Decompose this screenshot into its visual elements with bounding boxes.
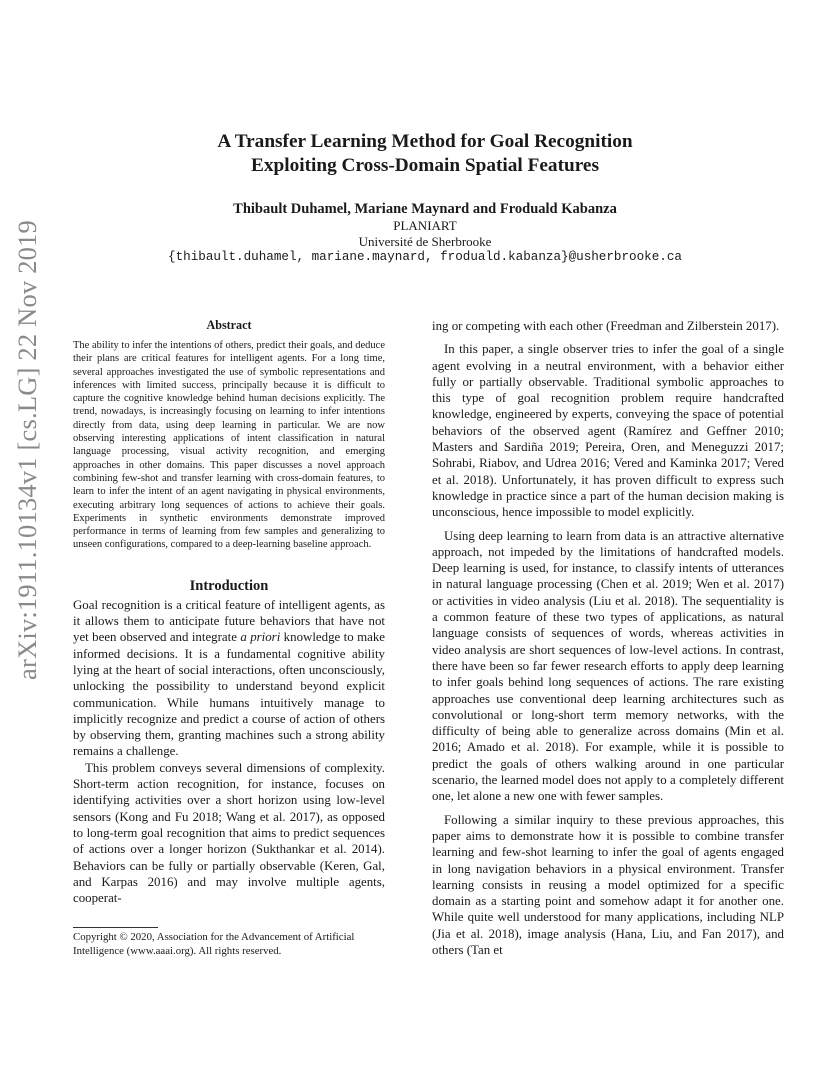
author-list: Thibault Duhamel, Mariane Maynard and Froduald Kabanza bbox=[233, 201, 617, 217]
introduction-section bbox=[73, 577, 385, 907]
italic-term: a priori bbox=[240, 630, 281, 645]
intro-paragraph-2: This problem conveys several dimensions of complexity. Short-term action recognition, for instance, focuses on identifying activities over a short horizon using low-level sensors (Kong and Fu 2018; Wang et al. 2017), as opposed to long-term goal recognition that aims to predict sequences of actions over a longer horizon (Sukthankar et al. 2014). Behaviors can be fully or partially observable (Keren, Gal, and Karpas 2016) and may involve multiple agents, cooperat- bbox=[73, 760, 385, 906]
introduction-heading: Introduction bbox=[189, 577, 269, 594]
intro-paragraph-3: In this paper, a single observer tries to infer the goal of a single agent evolving in a neutral environment, with a behavior either fully or partially observable. Traditional symbolic approaches to this type of goal recognition problem require handcrafted knowledge, engineered by experts, conveying the space of potential behaviors of the observed agent (Ramírez and Geffner 2010; Masters and Sardiña 2019; Pereira, Oren, and Meneguzzi 2017; Sohrabi, Riabov, and Udrea 2016; Vered and Kaminka 2017; Vered et al. 2018). Unfortunately, it has proven difficult to express such knowledge in practice since a part of the human decision making is unconscious, hence impossible to model explicitly. bbox=[432, 342, 784, 520]
paper-title bbox=[150, 130, 700, 178]
title-line-1: A Transfer Learning Method for Goal Recognition bbox=[217, 131, 633, 152]
copyright-footnote: Copyright © 2020, Association for the Advancement of Artificial Intelligence (www.aaai.org). All rights reserved. bbox=[73, 931, 355, 957]
abstract-section bbox=[73, 318, 385, 552]
title-line-2: Exploiting Cross-Domain Spatial Features bbox=[251, 155, 599, 176]
author-emails: {thibault.duhamel, mariane.maynard, froduald.kabanza}@usherbrooke.ca bbox=[168, 250, 682, 264]
left-column bbox=[73, 318, 385, 906]
abstract-text: The ability to infer the intentions of others, predict their goals, and deduce their plans are critical features for intelligent agents. For a long time, several approaches investigated the use of symbolic representations and inferences with limited success, principally because it is difficult to capture the cognitive knowledge behind human decisions explicitly. The trend, nowadays, is increasingly focusing on learning to infer intentions directly from data, using deep learning in particular. We are now observing interesting applications of intent classification in natural language processing, visual activity recognition, and emerging approaches in other domains. This paper discusses a novel approach combining few-shot and transfer learning with cross-domain features, to learn to infer the intent of an agent navigating in physical environments, executing arbitrary long sequences of actions to achieve their goals. Experiments in synthetic environments demonstrate improved performance in terms of learning from few samples and generalizing to unseen configurations, compared to a deep-learning baseline approach. bbox=[73, 340, 385, 551]
text-run: Goal recognition is a critical feature of intelligent agents, as it allows them to anticipate future behaviors that have not yet been observed and integrate bbox=[73, 597, 385, 645]
intro-paragraph-1 bbox=[73, 597, 385, 760]
affiliation-lab: PLANIART bbox=[393, 218, 457, 233]
footnote-divider bbox=[73, 927, 158, 928]
intro-paragraph-4: Using deep learning to learn from data is an attractive alternative approach, not impeded by the limitations of handcrafted models. Deep learning is used, for instance, to classify intents of utterances in natural language processing (Chen et al. 2019; Wen et al. 2017) or activities in video analysis (Liu et al. 2018). The sequentiality is a common feature of these two types of applications, as natural language consists of sequences of words, whereas activities in video analysis are short sequences of low-level actions. In contrast, there have been so far fewer research efforts to apply deep learning to infer goals behind long sequences of actions. The rare existing approaches use conventional deep learning architectures such as convolutional or long-short term memory networks, with the difficulty of being able to generalize across domains (Min et al. 2016; Amado et al. 2018). For example, while it is possible to predict the goals of others walking around in one particular scenario, the learned model does not apply to a completely different one, let alone a new one with fewer samples. bbox=[432, 528, 784, 804]
arxiv-stamp: arXiv:1911.10134v1 [cs.LG] 22 Nov 2019 bbox=[12, 219, 42, 680]
intro-paragraph-5: Following a similar inquiry to these previous approaches, this paper aims to demonstrate how it is possible to combine transfer learning and few-shot learning to infer the goal of agents engaged in long navigation behaviors in a physical environment. Transfer learning consists in reusing a model optimized for a specific domain as a starting point and somehow adapt it for another one. While quite well understood for many applications, including NLP (Jia et al. 2018), image analysis (Hana, Liu, and Fan 2017), and others (Tan et bbox=[432, 812, 784, 957]
abstract-heading: Abstract bbox=[206, 318, 252, 332]
text-run: knowledge to make informed decisions. It is a fundamental cognitive ability lying at the heart of social interactions, often unconsciously, unlocking the possibility to understand beyond explicit communication. While humans intuitively manage to implicitly recognize and predict a course of action of others by observing them, granting machines such a strong ability remains a challenge. bbox=[73, 630, 385, 759]
affiliation-university: Université de Sherbrooke bbox=[358, 234, 492, 249]
right-column bbox=[432, 318, 784, 958]
intro-paragraph-continued: ing or competing with each other (Freedman and Zilberstein 2017). bbox=[432, 319, 780, 333]
